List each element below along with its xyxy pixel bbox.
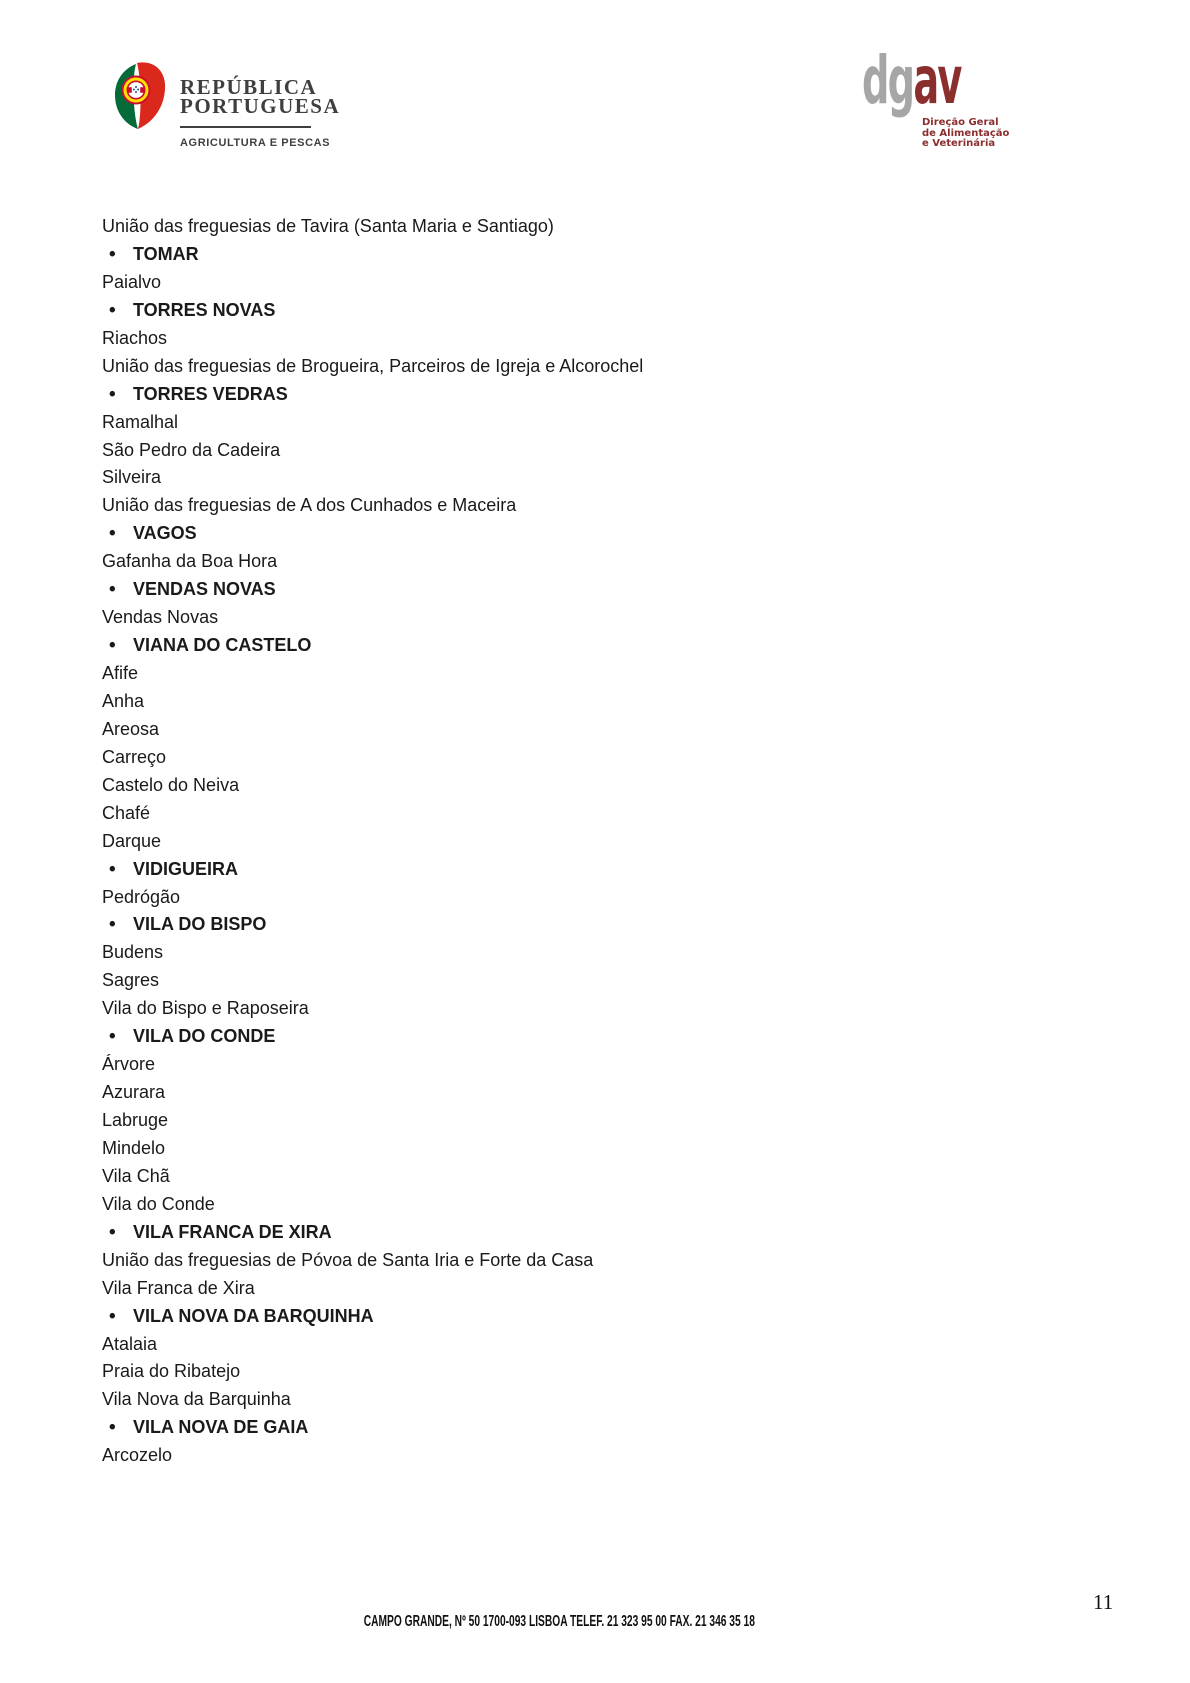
parish-item: Ramalhal: [102, 411, 179, 432]
parish-item: Chafé: [102, 802, 151, 823]
bullet-icon: •: [109, 299, 116, 321]
portugal-flag-emblem-icon: [110, 62, 168, 135]
dgav-logo: [860, 42, 1120, 170]
municipality-header: [102, 297, 1092, 325]
bullet-icon: •: [109, 914, 116, 936]
bullet-icon: •: [109, 1305, 116, 1327]
municipality-header: [102, 856, 1092, 884]
parish-item: Atalaia: [102, 1333, 158, 1354]
municipality-name: VILA DO CONDE: [133, 1026, 276, 1047]
gov-logo-divider: [180, 126, 311, 128]
municipality-header: [102, 1023, 1092, 1051]
parish-item: Mindelo: [102, 1137, 166, 1158]
bullet-icon: •: [109, 579, 116, 601]
parish-item: Vila Nova da Barquinha: [102, 1389, 291, 1410]
page-number: 11: [1093, 1590, 1114, 1614]
bullet-icon: •: [109, 243, 116, 265]
parish-item: Silveira: [102, 467, 162, 488]
parish-item: Praia do Ribatejo: [102, 1361, 241, 1382]
municipality-name: VAGOS: [133, 523, 197, 544]
municipality-header: [102, 911, 1092, 939]
dgav-letters-dg: dg: [862, 42, 914, 119]
parish-item: Vila Chã: [102, 1165, 170, 1186]
municipality-parish-list: [102, 213, 1092, 1470]
parish-item: Vendas Novas: [102, 607, 219, 628]
parish-item: Darque: [102, 830, 162, 851]
bullet-icon: •: [109, 383, 116, 405]
municipality-name: VENDAS NOVAS: [133, 579, 276, 600]
municipality-header: [102, 1303, 1092, 1331]
gov-title-line2: PORTUGUESA: [180, 94, 341, 118]
municipality-name: TOMAR: [133, 243, 199, 264]
footer-address: [0, 1613, 1154, 1631]
parish-item: Afife: [102, 663, 139, 683]
parish-item: Castelo do Neiva: [102, 774, 240, 795]
parish-item: Vila Franca de Xira: [102, 1277, 255, 1298]
municipality-header: [102, 241, 1092, 269]
bullet-icon: •: [109, 1417, 116, 1439]
parish-item: União das freguesias de Brogueira, Parceiros de Igreja e Alcorochel: [102, 355, 644, 376]
bullet-icon: •: [109, 635, 116, 657]
bullet-icon: •: [109, 523, 116, 545]
footer-address-text: CAMPO GRANDE, Nº 50 1700-093 LISBOA TELEF. 21 323 95 00 FAX. 21 346 35 18: [363, 1613, 755, 1630]
parish-item: Árvore: [102, 1054, 156, 1075]
dgav-tagline-line1: Direção Geral: [922, 117, 999, 128]
parish-item: Anha: [102, 690, 145, 711]
municipality-name: VIDIGUEIRA: [133, 858, 239, 879]
municipality-name: VIANA DO CASTELO: [133, 635, 312, 656]
municipality-name: VILA NOVA DE GAIA: [133, 1417, 309, 1438]
gov-logo-subtitle: AGRICULTURA E PESCAS: [180, 137, 331, 149]
bullet-icon: •: [109, 1026, 116, 1048]
parish-item: Pedrógão: [102, 886, 181, 907]
parish-item: Arcozelo: [102, 1445, 173, 1466]
municipality-name: VILA NOVA DA BARQUINHA: [133, 1305, 374, 1326]
dgav-tagline: [922, 118, 1009, 150]
parish-item: União das freguesias de A dos Cunhados e Maceira: [102, 495, 517, 516]
parish-item: Azurara: [102, 1082, 166, 1103]
gov-title-line1: REPÚBLICA: [180, 75, 318, 99]
municipality-header: [102, 632, 1092, 660]
municipality-header: [102, 381, 1092, 409]
dgav-letters-av: av: [913, 42, 961, 119]
municipality-name: VILA FRANCA DE XIRA: [133, 1221, 332, 1242]
municipality-header: [102, 1219, 1092, 1247]
municipality-name: TORRES NOVAS: [133, 299, 276, 320]
municipality-header: [102, 576, 1092, 604]
parish-item: União das freguesias de Póvoa de Santa Iria e Forte da Casa: [102, 1249, 594, 1270]
municipality-name: VILA DO BISPO: [133, 914, 267, 935]
bullet-icon: •: [109, 858, 116, 880]
parish-item: Budens: [102, 942, 164, 963]
parish-item: Riachos: [102, 327, 168, 348]
municipality-header: [102, 520, 1092, 548]
parish-item: Carreço: [102, 746, 167, 767]
parish-item: Paialvo: [102, 271, 162, 292]
dgav-tagline-line3: e Veterinária: [922, 138, 996, 149]
parish-item: União das freguesias de Tavira (Santa Maria e Santiago): [102, 216, 554, 236]
dgav-tagline-line2: de Alimentação: [922, 127, 1010, 139]
parish-item: Gafanha da Boa Hora: [102, 551, 278, 572]
municipality-name: TORRES VEDRAS: [133, 383, 288, 404]
parish-item: Sagres: [102, 970, 160, 991]
bullet-icon: •: [109, 1221, 116, 1243]
parish-item: São Pedro da Cadeira: [102, 439, 281, 460]
parish-item: Areosa: [102, 718, 160, 739]
dgav-letters: [862, 42, 961, 119]
gov-logo-text: [180, 75, 440, 149]
parish-item: Vila do Bispo e Raposeira: [102, 998, 309, 1019]
municipality-header: [102, 1414, 1092, 1442]
parish-item: Vila do Conde: [102, 1193, 215, 1214]
parish-item: Labruge: [102, 1110, 169, 1130]
